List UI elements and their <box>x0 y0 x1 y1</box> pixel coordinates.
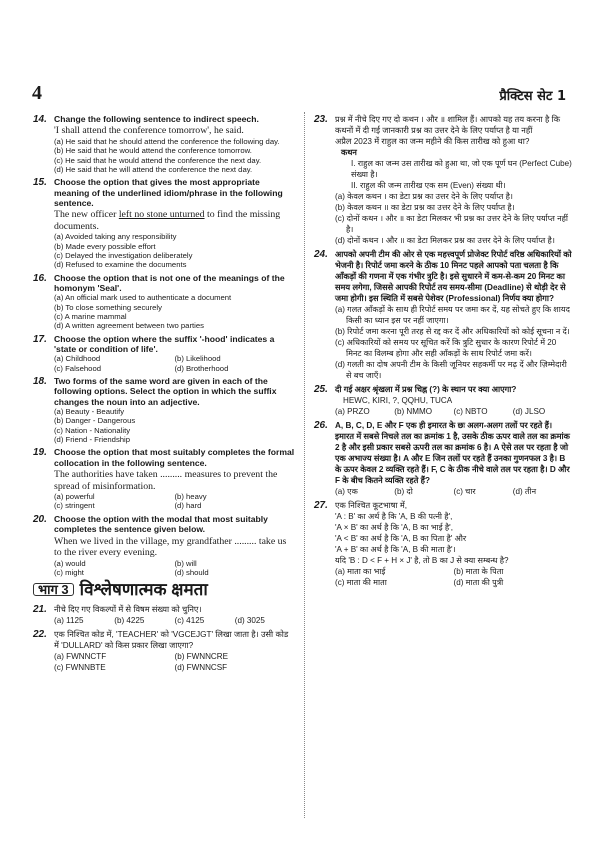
question-number: 26. <box>314 420 328 431</box>
right-column <box>314 114 572 591</box>
question-text: आपको अपनी टीम की ओर से एक महत्त्वपूर्ण प्रोजेक्ट रिपोर्ट वरिष्ठ अधिकारियों को भेजनी है। रिपोर्ट जमा करने के ठीक 10 मिनट पहले आपको पता चलता है कि आँकड़ों की गणना में एक गंभीर त्रुटि है। इसे सुधारने में कम-से-कम 20 मिनट का समय लगेगा, जिससे आपकी रिपोर्ट तय समय-सीमा (Deadline) से थोड़ी देर से जमा होगी। इस स्थिति में सबसे पेशेवर (Professional) निर्णय क्या होगा? <box>335 250 572 303</box>
underlined-idiom: left no stone unturned <box>118 209 205 221</box>
question-number: 24. <box>314 249 328 260</box>
option-b[interactable]: (b) 4225 <box>114 616 145 626</box>
question-number: 22. <box>33 629 47 641</box>
code-line: 'A < B' का अर्थ है कि 'A, B का पिता है' और <box>335 534 467 543</box>
section-heading <box>33 580 295 600</box>
option-a[interactable]: (a) माता का भाई <box>335 567 386 576</box>
statement-2: II. राहुल की जन्म तारीख एक सम (Even) संख्या थी। <box>351 181 506 190</box>
option-d[interactable]: (d) Friend - Friendship <box>54 435 131 445</box>
option-b[interactable]: (b) दो <box>394 487 413 496</box>
option-c[interactable]: (c) FWNNBTE <box>54 663 106 673</box>
question-prompt: अप्रैल 2023 में राहुल का जन्म महीने की किस तारीख को हुआ था? <box>335 137 530 146</box>
question-number: 19. <box>33 447 47 459</box>
question-number: 21. <box>33 604 47 616</box>
page-number: 4 <box>32 82 42 104</box>
question-prompt: यदि 'B : D < F + H × J' है, तो B का J से क्या सम्बन्ध है? <box>335 556 509 565</box>
section-tag: भाग 3 <box>33 583 74 596</box>
option-c[interactable]: (c) दोनों कथन । और ॥ का डेटा मिलकर भी प्रश्न का उत्तर देने के लिए पर्याप्त नहीं है। <box>335 214 569 234</box>
question-text: Choose the option that gives the most appropriate meaning of the underlined idiom/phrase in the following sentence. <box>54 177 283 208</box>
question-sentence: When we lived in the village, my grandfather ......... take us to the river every evening. <box>54 535 287 559</box>
question-text: नीचे दिए गए विकल्पों में से विषम संख्या को चुनिए। <box>54 605 202 615</box>
question-number: 20. <box>33 513 47 525</box>
option-d[interactable]: (d) JLSO <box>512 407 546 416</box>
question-text: एक निश्चित कूटभाषा में, <box>335 501 408 510</box>
question-text: A, B, C, D, E और F एक ही इमारत के छः अलग-अलग तलों पर रहते हैं। इमारत में सबसे निचले तल का क्रमांक 1 है, उसके ठीक ऊपर वाले तल का क्रमांक 2 है और इसी प्रकार सबसे ऊपरी तल का क्रमांक 6 है। A ऐसे तल पर रहता है जो एक अभाज्य संख्या है। A और E जिन तलों पर रहते हैं उनका गुणनफल 3 है। B के ऊपर केवल 2 व्यक्ति रहते हैं। F, C के ठीक नीचे वाले तल पर रहता है। D और F के बीच कितने व्यक्ति रहते हैं? <box>335 421 570 485</box>
question-15 <box>33 177 295 269</box>
option-b[interactable]: (b) Likelihood <box>174 354 221 364</box>
sentence-end: to find the missing documents. <box>54 209 281 232</box>
option-d[interactable]: (d) should <box>174 567 209 577</box>
option-b[interactable]: (b) NMMO <box>394 407 433 416</box>
option-a[interactable]: (a) केवल कथन । का डेटा प्रश्न का उत्तर देने के लिए पर्याप्त है। <box>335 192 513 201</box>
page-title: प्रैक्टिस सेट 1 <box>499 89 566 104</box>
left-column <box>33 114 295 676</box>
option-a[interactable]: (a) Childhood <box>54 354 101 364</box>
option-d[interactable]: (d) Refused to examine the documents <box>54 260 187 270</box>
question-text: Choose the option where the suffix '-hood' indicates a 'state or condition of life'. <box>54 333 275 354</box>
option-b[interactable]: (b) केवल कथन ॥ का डेटा प्रश्न का उत्तर देने के लिए पर्याप्त है। <box>335 203 515 212</box>
sentence-start: The new officer <box>54 209 119 221</box>
option-c[interactable]: (c) Falsehood <box>54 363 101 373</box>
option-c[interactable]: (c) अधिकारियों को समय पर सूचित करें कि त्रुटि सुधार के कारण रिपोर्ट में 20 मिनट का विलम्ब होगा और सही आँकड़ों के साथ रिपोर्ट जमा करें। <box>335 338 557 358</box>
option-b[interactable]: (b) रिपोर्ट जमा करना पूरी तरह से रद्द कर दें और अधिकारियों को कोई सूचना न दें। <box>335 327 570 336</box>
question-number: 15. <box>33 177 47 189</box>
column-divider <box>304 112 305 818</box>
option-a[interactable]: (a) Avoided taking any responsibility <box>54 232 177 242</box>
option-a[interactable]: (a) An official mark used to authenticate a document <box>54 293 232 303</box>
option-b[interactable]: (b) He said that he would attend the conference tomorrow. <box>54 146 252 156</box>
option-d[interactable]: (d) दोनों कथन । और ॥ का डेटा मिलकर प्रश्न का उत्तर देने के लिए पर्याप्त है। <box>335 236 555 245</box>
option-b[interactable]: (b) FWNNCRE <box>174 652 229 662</box>
option-c[interactable]: (c) might <box>54 567 84 577</box>
option-d[interactable]: (d) गलती का दोष अपनी टीम के किसी जूनियर सहकर्मी पर मढ़ दें और ज़िम्मेदारी से बच जाएँ। <box>335 360 567 380</box>
option-d[interactable]: (d) Brotherhood <box>174 363 229 373</box>
option-a[interactable]: (a) FWNNCTF <box>54 652 107 662</box>
option-d[interactable]: (d) 3025 <box>234 616 265 626</box>
option-a[interactable]: (a) Beauty - Beautify <box>54 407 125 417</box>
question-number: 16. <box>33 272 47 284</box>
statement-1: I. राहुल का जन्म उस तारीख को हुआ था, जो एक पूर्ण घन (Perfect Cube) संख्या है। <box>351 159 572 179</box>
option-b[interactable]: (b) Made every possible effort <box>54 241 156 251</box>
question-20 <box>33 514 295 577</box>
option-a[interactable]: (a) PRZO <box>335 407 370 416</box>
code-line: 'A : B' का अर्थ है कि 'A, B की पत्नी है', <box>335 512 453 521</box>
option-d[interactable]: (d) hard <box>174 501 202 511</box>
question-number: 14. <box>33 114 47 125</box>
question-21 <box>33 604 295 626</box>
question-number: 25. <box>314 384 328 395</box>
option-a[interactable]: (a) He said that he should attend the conference the following day. <box>54 136 280 146</box>
option-c[interactable]: (c) stringent <box>54 501 95 511</box>
option-d[interactable]: (d) तीन <box>512 487 537 496</box>
question-23 <box>314 114 572 246</box>
option-d[interactable]: (d) माता की पुत्री <box>453 578 504 587</box>
option-c[interactable]: (c) चार <box>453 487 476 496</box>
question-text: एक निश्चित कोड में, 'TEACHER' को 'VGCEJGT' लिखा जाता है। उसी कोड में 'DULLARD' को किस प्रकार लिखा जाएगा? <box>54 630 289 651</box>
option-c[interactable]: (c) माता की माता <box>335 578 387 587</box>
question-16 <box>33 273 295 331</box>
question-text: Choose the option that most suitably completes the formal collocation in the following sentence. <box>54 447 295 468</box>
option-c[interactable]: (c) Delayed the investigation deliberately <box>54 250 193 260</box>
option-a[interactable]: (a) would <box>54 558 86 568</box>
question-26 <box>314 420 572 497</box>
question-sentence: 'I shall attend the conference tomorrow', he said. <box>54 125 244 137</box>
option-c[interactable]: (c) 4125 <box>174 616 205 626</box>
option-a[interactable]: (a) एक <box>335 487 358 496</box>
option-d[interactable]: (d) FWNNCSF <box>174 663 228 673</box>
option-b[interactable]: (b) Danger - Dangerous <box>54 416 136 426</box>
option-d[interactable]: (d) He said that he will attend the conference the next day. <box>54 164 253 174</box>
question-sentence <box>54 209 295 232</box>
option-b[interactable]: (b) heavy <box>174 492 207 502</box>
code-line: 'A + B' का अर्थ है कि 'A, B की माता है'। <box>335 545 456 554</box>
question-17 <box>33 334 295 373</box>
statements-label: कथन <box>341 148 357 157</box>
question-27 <box>314 500 572 588</box>
question-24 <box>314 249 572 381</box>
option-a[interactable]: (a) 1125 <box>54 616 84 626</box>
option-c[interactable]: (c) He said that he would attend the conference the next day. <box>54 155 262 165</box>
question-19 <box>33 447 295 510</box>
question-number: 23. <box>314 114 328 125</box>
option-b[interactable]: (b) माता के पिता <box>453 567 504 576</box>
option-c[interactable]: (c) NBTO <box>453 407 488 416</box>
question-14 <box>33 114 295 174</box>
option-a[interactable]: (a) powerful <box>54 492 95 502</box>
question-number: 17. <box>33 333 47 345</box>
option-b[interactable]: (b) will <box>174 558 197 568</box>
question-22 <box>33 629 295 673</box>
question-25 <box>314 384 572 417</box>
question-number: 27. <box>314 500 328 511</box>
option-c[interactable]: (c) Nation - Nationality <box>54 425 131 435</box>
question-text: प्रश्न में नीचे दिए गए दो कथन । और ॥ शामिल हैं। आपको यह तय करना है कि कथनों में दी गई जानकारी प्रश्न का उत्तर देने के लिए पर्याप्त है या नहीं <box>335 115 560 135</box>
option-c[interactable]: (c) A marine mammal <box>54 311 127 321</box>
letter-series: HEWC, KIRI, ?, QQHU, TUCA <box>343 396 453 405</box>
question-text: Choose the option that is not one of the meanings of the homonym 'Seal'. <box>54 272 285 293</box>
question-text: Choose the option with the modal that most suitably completes the sentence given below. <box>54 513 268 535</box>
option-d[interactable]: (d) A written agreement between two parties <box>54 321 204 331</box>
option-b[interactable]: (b) To close something securely <box>54 302 162 312</box>
question-text: दी गई अक्षर श्रृंखला में प्रश्न चिह्न (?) के स्थान पर क्या आएगा? <box>335 385 517 394</box>
question-18 <box>33 376 295 444</box>
option-a[interactable]: (a) गलत आँकड़ों के साथ ही रिपोर्ट समय पर जमा कर दें, यह सोचते हुए कि शायद किसी का ध्यान इस पर नहीं जाएगा। <box>335 305 570 325</box>
code-line: 'A × B' का अर्थ है कि 'A, B का भाई है', <box>335 523 453 532</box>
question-sentence: The authorities have taken ......... measures to prevent the spread of misinformation. <box>54 469 278 492</box>
question-text: Change the following sentence to indirect speech. <box>54 114 259 124</box>
question-number: 18. <box>33 375 47 387</box>
question-text: Two forms of the same word are given in each of the following options. Select the option in which the suffix changes the noun into an adjective. <box>54 375 277 407</box>
section-title: विश्लेषणात्मक क्षमता <box>79 580 208 600</box>
